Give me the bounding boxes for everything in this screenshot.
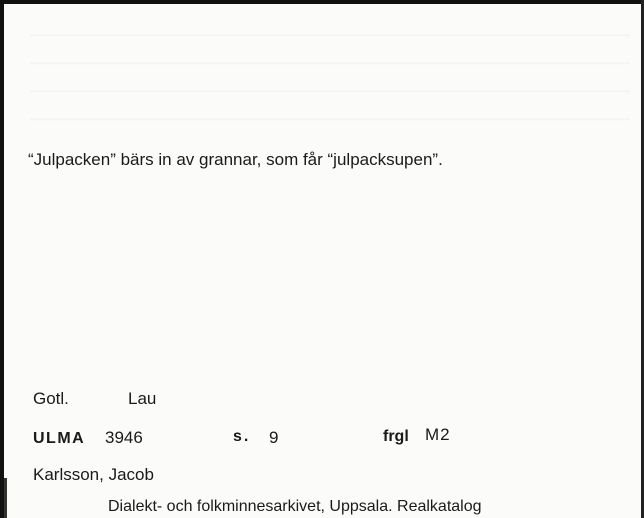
- archive-footer: Dialekt- och folkminnesarkivet, Uppsala. Realkatalog: [108, 498, 482, 515]
- questionnaire-label: frgl: [383, 428, 409, 445]
- parish-label: Lau: [128, 389, 157, 408]
- card-edge-mark: [4, 478, 7, 518]
- ulma-label: [33, 428, 85, 448]
- page-label: s.: [233, 428, 251, 445]
- ulma-label-text: ULMA: [33, 430, 86, 447]
- show-through-text: [30, 20, 630, 135]
- province-label: Gotl.: [33, 389, 69, 408]
- card-left-edge: [0, 0, 4, 518]
- card-main-text: “Julpacken” bärs in av grannar, som får “julpacksupen”.: [28, 150, 443, 169]
- collector-name: Karlsson, Jacob: [33, 465, 154, 484]
- card-top-edge: [0, 0, 644, 4]
- ulma-number: 3946: [105, 428, 143, 447]
- questionnaire-code: M2: [425, 425, 451, 444]
- page-number: 9: [269, 428, 279, 447]
